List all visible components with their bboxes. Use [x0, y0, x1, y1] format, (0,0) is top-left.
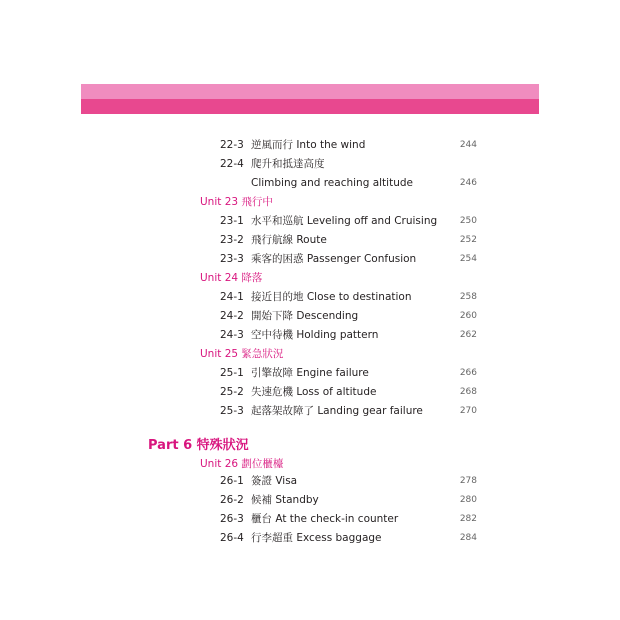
toc-entry-24-2[interactable] [0, 307, 620, 326]
entry-number: 23-1 [220, 215, 244, 227]
toc-entry-26-1[interactable] [0, 472, 620, 491]
entry-title: 失速危機 Loss of altitude [251, 386, 377, 398]
entry-title: 起落架故障了 Landing gear failure [251, 405, 423, 417]
entry-title: 簽證 Visa [251, 475, 298, 487]
toc-entry-24-1[interactable] [0, 288, 620, 307]
entry-page: 284 [459, 533, 477, 543]
entry-title: 飛行航線 Route [251, 234, 327, 246]
entry-number: 25-1 [220, 367, 244, 379]
entry-number: 25-2 [220, 386, 244, 398]
unit-heading-26: Unit 26 劃位櫃檯 [200, 458, 284, 470]
entry-title: 爬升和抵達高度 [251, 158, 325, 170]
toc-entry-23-1[interactable] [0, 212, 620, 231]
entry-number: 24-2 [220, 310, 244, 322]
entry-number: 26-1 [220, 475, 244, 487]
toc-entry-26-3[interactable] [0, 510, 620, 529]
toc-entry-25-1[interactable] [0, 364, 620, 383]
entry-page: 258 [459, 292, 477, 302]
entry-title: 水平和巡航 Leveling off and Cruising [251, 215, 438, 227]
part-heading-6: Part 6 特殊狀況 [148, 438, 249, 453]
entry-title: 櫃台 At the check-in counter [251, 513, 399, 525]
entry-page: 260 [459, 311, 477, 321]
entry-page: 266 [459, 368, 477, 378]
entry-number: 24-1 [220, 291, 244, 303]
entry-number: 26-2 [220, 494, 244, 506]
entry-number: 23-3 [220, 253, 244, 265]
unit-heading-23: Unit 23 飛行中 [200, 196, 273, 208]
entry-title: 開始下降 Descending [251, 310, 359, 322]
entry-title: 乘客的困惑 Passenger Confusion [251, 253, 417, 265]
entry-page: 254 [459, 254, 477, 264]
entry-number: 24-3 [220, 329, 244, 341]
toc-entry-26-4[interactable] [0, 529, 620, 548]
entry-title-continued: Climbing and reaching altitude [251, 177, 413, 189]
entry-number: 25-3 [220, 405, 244, 417]
entry-number: 26-4 [220, 532, 244, 544]
entry-page: 282 [459, 514, 477, 524]
toc-entry-25-3[interactable] [0, 402, 620, 421]
entry-title: 空中待機 Holding pattern [251, 329, 379, 341]
entry-page: 250 [459, 216, 477, 226]
entry-title: 接近目的地 Close to destination [251, 291, 412, 303]
toc-entry-22-3[interactable] [0, 136, 620, 155]
entry-page: 246 [459, 178, 477, 188]
entry-title: 引擎故障 Engine failure [251, 367, 369, 379]
entry-number: 26-3 [220, 513, 244, 525]
toc-entry-22-4-line2[interactable] [0, 174, 620, 193]
unit-heading-24: Unit 24 降落 [200, 272, 263, 284]
entry-title: 候補 Standby [251, 494, 319, 506]
entry-page: 280 [459, 495, 477, 505]
toc-entry-23-2[interactable] [0, 231, 620, 250]
entry-page: 278 [459, 476, 477, 486]
entry-page: 244 [459, 140, 477, 150]
toc-entry-25-2[interactable] [0, 383, 620, 402]
entry-number: 22-3 [220, 139, 244, 151]
entry-page: 262 [459, 330, 477, 340]
entry-number: 23-2 [220, 234, 244, 246]
toc-entry-26-2[interactable] [0, 491, 620, 510]
toc-entry-23-3[interactable] [0, 250, 620, 269]
toc-entry-24-3[interactable] [0, 326, 620, 345]
entry-title: 逆風而行 Into the wind [251, 139, 366, 151]
unit-heading-25: Unit 25 緊急狀況 [200, 348, 284, 360]
entry-page: 270 [459, 406, 477, 416]
entry-page: 268 [459, 387, 477, 397]
entry-page: 252 [459, 235, 477, 245]
toc-entry-22-4[interactable] [0, 155, 620, 174]
entry-number: 22-4 [220, 158, 244, 170]
entry-title: 行李超重 Excess baggage [251, 532, 382, 544]
